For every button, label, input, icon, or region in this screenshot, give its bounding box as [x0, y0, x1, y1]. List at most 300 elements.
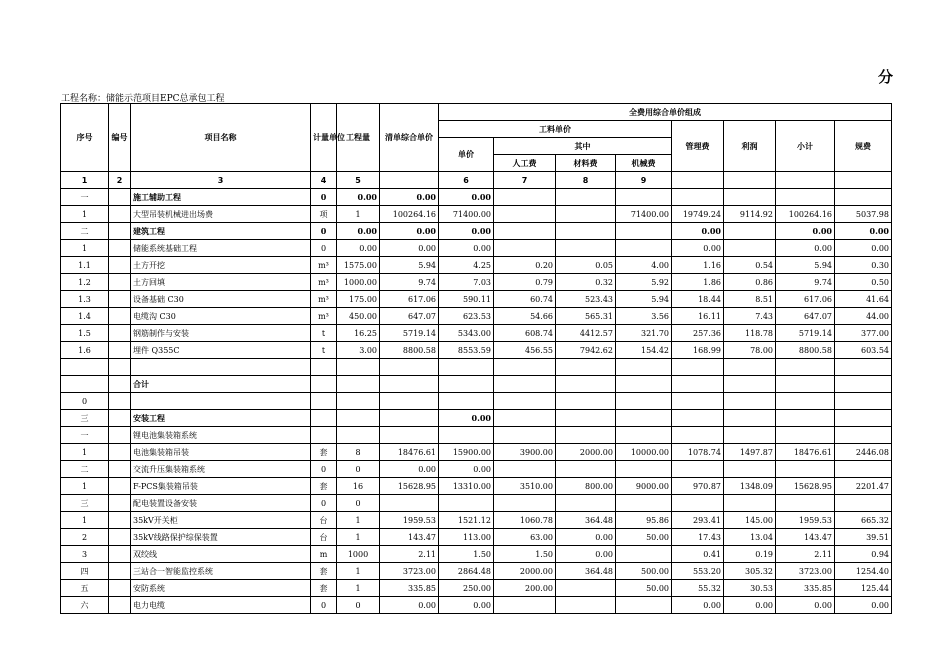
cell-code [109, 427, 131, 444]
cell-profit [724, 410, 776, 427]
cell-subtotal: 647.07 [776, 308, 835, 325]
cell-machinery: 154.42 [616, 342, 672, 359]
cell-machinery [616, 597, 672, 614]
col-header-labor: 人工费 [494, 155, 556, 172]
cell-code [109, 189, 131, 206]
table-row [61, 563, 892, 580]
cell-unit-price: 590.11 [439, 291, 494, 308]
cell-seq [61, 376, 109, 393]
cell-machinery [616, 359, 672, 376]
col-header-among: 其中 [494, 138, 672, 155]
cell-rate: 143.47 [380, 529, 439, 546]
cell-labor: 456.55 [494, 342, 556, 359]
cell-rate: 0.00 [380, 189, 439, 206]
cell-machinery: 95.86 [616, 512, 672, 529]
cell-profit [724, 393, 776, 410]
cell-unit-price: 0.00 [439, 223, 494, 240]
cell-fees: 0.30 [835, 257, 892, 274]
cell-fees [835, 461, 892, 478]
cell-qty: 1 [337, 580, 380, 597]
cell-materials [556, 410, 616, 427]
cell-unit [311, 359, 337, 376]
cell-code [109, 478, 131, 495]
cell-subtotal [776, 359, 835, 376]
table-row [61, 546, 892, 563]
cell-mgmt: 18.44 [672, 291, 724, 308]
cell-rate: 3723.00 [380, 563, 439, 580]
cell-rate: 0.00 [380, 223, 439, 240]
table-row [61, 223, 892, 240]
cell-labor [494, 393, 556, 410]
cell-code [109, 223, 131, 240]
table-row [61, 308, 892, 325]
table-row [61, 529, 892, 546]
cell-mgmt [672, 410, 724, 427]
cell-subtotal: 9.74 [776, 274, 835, 291]
cell-qty: 0.00 [337, 223, 380, 240]
table-row [61, 257, 892, 274]
cell-seq: 1 [61, 444, 109, 461]
cell-labor [494, 240, 556, 257]
cell-unit: t [311, 325, 337, 342]
table-row [61, 291, 892, 308]
cell-fees [835, 410, 892, 427]
cell-unit-price: 0.00 [439, 461, 494, 478]
cell-labor: 1.50 [494, 546, 556, 563]
cell-unit: 0 [311, 461, 337, 478]
cell-qty: 450.00 [337, 308, 380, 325]
cell-materials [556, 359, 616, 376]
cell-unit: 项 [311, 206, 337, 223]
cell-fees: 39.51 [835, 529, 892, 546]
cell-machinery: 4.00 [616, 257, 672, 274]
cell-name [131, 393, 311, 410]
cell-qty: 175.00 [337, 291, 380, 308]
cell-code [109, 512, 131, 529]
cell-fees: 5037.98 [835, 206, 892, 223]
cell-code [109, 580, 131, 597]
cell-seq: 五 [61, 580, 109, 597]
cell-mgmt [672, 495, 724, 512]
cell-labor [494, 427, 556, 444]
cell-name: 35kV开关柜 [131, 512, 311, 529]
cell-profit: 13.04 [724, 529, 776, 546]
cell-mgmt: 1.16 [672, 257, 724, 274]
cell-materials [556, 240, 616, 257]
cell-rate [380, 410, 439, 427]
col-header-fees: 规费 [835, 121, 892, 172]
cell-qty [337, 376, 380, 393]
cell-machinery: 500.00 [616, 563, 672, 580]
cell-machinery: 71400.00 [616, 206, 672, 223]
cell-materials [556, 427, 616, 444]
index-cell [835, 172, 892, 189]
cell-code [109, 597, 131, 614]
cell-seq: 四 [61, 563, 109, 580]
cell-materials: 523.43 [556, 291, 616, 308]
cell-mgmt [672, 393, 724, 410]
col-header-subtotal: 小计 [776, 121, 835, 172]
cell-machinery: 9000.00 [616, 478, 672, 495]
table-row [61, 478, 892, 495]
cell-code [109, 325, 131, 342]
index-cell: 7 [494, 172, 556, 189]
cell-rate [380, 376, 439, 393]
col-header-mgmt: 管理费 [672, 121, 724, 172]
cell-qty [337, 410, 380, 427]
index-cell: 8 [556, 172, 616, 189]
col-header-profit: 利润 [724, 121, 776, 172]
table-row [61, 461, 892, 478]
cell-mgmt: 970.87 [672, 478, 724, 495]
cell-name: F-PCS集装箱吊装 [131, 478, 311, 495]
cell-qty: 8 [337, 444, 380, 461]
cell-machinery [616, 223, 672, 240]
cell-machinery [616, 376, 672, 393]
cell-machinery: 10000.00 [616, 444, 672, 461]
cell-unit-price: 7.03 [439, 274, 494, 291]
sheet-title: 分 [878, 68, 894, 86]
cell-mgmt: 55.32 [672, 580, 724, 597]
cell-code [109, 444, 131, 461]
col-header-seq: 序号 [61, 104, 109, 172]
cell-name: 锂电池集装箱系统 [131, 427, 311, 444]
cell-mgmt: 553.20 [672, 563, 724, 580]
cell-unit-price: 71400.00 [439, 206, 494, 223]
cell-unit-price: 250.00 [439, 580, 494, 597]
cell-machinery: 5.92 [616, 274, 672, 291]
cell-unit: t [311, 342, 337, 359]
cell-fees: 665.32 [835, 512, 892, 529]
cell-subtotal: 143.47 [776, 529, 835, 546]
cell-labor: 200.00 [494, 580, 556, 597]
cell-materials [556, 376, 616, 393]
cell-subtotal: 335.85 [776, 580, 835, 597]
cell-profit: 0.86 [724, 274, 776, 291]
cell-rate [380, 427, 439, 444]
cell-subtotal: 100264.16 [776, 206, 835, 223]
cell-materials [556, 223, 616, 240]
cell-profit: 1348.09 [724, 478, 776, 495]
cell-qty: 0 [337, 597, 380, 614]
cell-qty: 3.00 [337, 342, 380, 359]
cell-materials: 565.31 [556, 308, 616, 325]
cell-mgmt: 16.11 [672, 308, 724, 325]
cell-seq: 2 [61, 529, 109, 546]
cell-name: 大型吊装机械进出场费 [131, 206, 311, 223]
cell-subtotal [776, 461, 835, 478]
cell-mgmt: 0.00 [672, 223, 724, 240]
cell-qty: 0.00 [337, 189, 380, 206]
cell-subtotal [776, 189, 835, 206]
cell-unit-price: 623.53 [439, 308, 494, 325]
cell-materials: 0.32 [556, 274, 616, 291]
cell-mgmt: 0.00 [672, 240, 724, 257]
cell-rate: 617.06 [380, 291, 439, 308]
cell-qty: 1 [337, 206, 380, 223]
cell-labor: 0.79 [494, 274, 556, 291]
cell-labor [494, 410, 556, 427]
index-cell: 4 [311, 172, 337, 189]
cell-subtotal: 3723.00 [776, 563, 835, 580]
cell-rate: 0.00 [380, 461, 439, 478]
cell-name: 电缆沟 C30 [131, 308, 311, 325]
cell-subtotal [776, 495, 835, 512]
cell-rate [380, 495, 439, 512]
index-cell: 5 [337, 172, 380, 189]
cell-fees: 0.00 [835, 597, 892, 614]
index-row [61, 172, 892, 189]
cell-materials [556, 495, 616, 512]
cell-name: 土方开挖 [131, 257, 311, 274]
cell-materials [556, 580, 616, 597]
cell-name: 储能系统基础工程 [131, 240, 311, 257]
col-header-group: 全费用综合单价组成 [439, 104, 892, 121]
cell-rate: 2.11 [380, 546, 439, 563]
cell-fees [835, 393, 892, 410]
index-cell [776, 172, 835, 189]
cell-labor: 1060.78 [494, 512, 556, 529]
cell-seq: 二 [61, 223, 109, 240]
cell-unit-price [439, 427, 494, 444]
cell-mgmt: 1.86 [672, 274, 724, 291]
cell-profit: 9114.92 [724, 206, 776, 223]
cell-name: 电池集装箱吊装 [131, 444, 311, 461]
cell-profit [724, 223, 776, 240]
cell-labor: 63.00 [494, 529, 556, 546]
cell-unit-price: 0.00 [439, 410, 494, 427]
cell-labor [494, 461, 556, 478]
cell-seq: 一 [61, 189, 109, 206]
cell-mgmt [672, 376, 724, 393]
cell-unit: m³ [311, 257, 337, 274]
cell-seq: 三 [61, 495, 109, 512]
cell-code [109, 376, 131, 393]
table-row [61, 274, 892, 291]
cell-name: 35kV线路保护综保装置 [131, 529, 311, 546]
cell-labor [494, 359, 556, 376]
cell-code [109, 342, 131, 359]
cell-code [109, 393, 131, 410]
table-row [61, 580, 892, 597]
cell-name: 交流升压集装箱系统 [131, 461, 311, 478]
cell-labor [494, 376, 556, 393]
cell-profit [724, 427, 776, 444]
cell-profit: 145.00 [724, 512, 776, 529]
cell-unit: 台 [311, 512, 337, 529]
index-cell: 1 [61, 172, 109, 189]
cell-profit: 7.43 [724, 308, 776, 325]
cell-profit: 8.51 [724, 291, 776, 308]
cell-code [109, 495, 131, 512]
cell-name: 安装工程 [131, 410, 311, 427]
cell-unit-price [439, 376, 494, 393]
cell-labor [494, 495, 556, 512]
index-cell [724, 172, 776, 189]
index-cell: 9 [616, 172, 672, 189]
cell-unit: m³ [311, 291, 337, 308]
cell-code [109, 240, 131, 257]
cell-fees: 2446.08 [835, 444, 892, 461]
cell-qty: 1575.00 [337, 257, 380, 274]
cell-mgmt: 17.43 [672, 529, 724, 546]
cell-unit-price: 0.00 [439, 240, 494, 257]
cell-mgmt: 0.00 [672, 597, 724, 614]
cell-materials: 0.05 [556, 257, 616, 274]
cell-rate: 15628.95 [380, 478, 439, 495]
cell-machinery [616, 410, 672, 427]
cell-unit-price [439, 359, 494, 376]
table-row [61, 393, 892, 410]
cell-rate: 1959.53 [380, 512, 439, 529]
cell-machinery [616, 189, 672, 206]
col-header-rate: 清单综合单价 [380, 104, 439, 172]
cell-labor: 608.74 [494, 325, 556, 342]
table-row [61, 444, 892, 461]
cell-code [109, 546, 131, 563]
cell-unit: 0 [311, 495, 337, 512]
cell-machinery [616, 393, 672, 410]
cell-materials [556, 206, 616, 223]
table-row [61, 342, 892, 359]
col-header-materials: 材料费 [556, 155, 616, 172]
cell-mgmt: 293.41 [672, 512, 724, 529]
cell-fees [835, 189, 892, 206]
cell-materials: 7942.62 [556, 342, 616, 359]
cell-fees: 0.94 [835, 546, 892, 563]
cell-code [109, 410, 131, 427]
cell-rate: 5719.14 [380, 325, 439, 342]
cell-subtotal [776, 410, 835, 427]
cell-name: 建筑工程 [131, 223, 311, 240]
cell-mgmt: 0.41 [672, 546, 724, 563]
cell-labor [494, 206, 556, 223]
cell-subtotal: 2.11 [776, 546, 835, 563]
cell-rate: 9.74 [380, 274, 439, 291]
cell-machinery [616, 427, 672, 444]
cell-machinery: 3.56 [616, 308, 672, 325]
cell-seq: 1.1 [61, 257, 109, 274]
cell-unit: 0 [311, 223, 337, 240]
cell-fees: 0.00 [835, 240, 892, 257]
cell-profit [724, 376, 776, 393]
cell-seq: 1 [61, 206, 109, 223]
cell-fees [835, 376, 892, 393]
cell-unit: 套 [311, 580, 337, 597]
cell-mgmt [672, 427, 724, 444]
cell-materials: 800.00 [556, 478, 616, 495]
cell-unit: 台 [311, 529, 337, 546]
col-header-material-price: 工料单价 [439, 121, 672, 138]
cell-subtotal: 8800.58 [776, 342, 835, 359]
cell-rate: 0.00 [380, 597, 439, 614]
cell-profit: 1497.87 [724, 444, 776, 461]
cell-code [109, 291, 131, 308]
cell-unit: m³ [311, 274, 337, 291]
index-cell: 2 [109, 172, 131, 189]
index-cell [380, 172, 439, 189]
cell-code [109, 359, 131, 376]
cell-subtotal: 617.06 [776, 291, 835, 308]
cell-profit [724, 461, 776, 478]
col-header-qty: 工程量 [337, 104, 380, 172]
cell-qty: 0.00 [337, 240, 380, 257]
index-cell [672, 172, 724, 189]
cell-name: 电力电缆 [131, 597, 311, 614]
cell-materials: 2000.00 [556, 444, 616, 461]
cell-code [109, 257, 131, 274]
cell-seq: 1 [61, 478, 109, 495]
cell-subtotal [776, 393, 835, 410]
cell-qty: 1000 [337, 546, 380, 563]
table-row [61, 206, 892, 223]
cell-seq: 1 [61, 512, 109, 529]
cell-profit [724, 359, 776, 376]
cell-fees [835, 427, 892, 444]
cell-seq: 二 [61, 461, 109, 478]
cell-code [109, 529, 131, 546]
table-row [61, 359, 892, 376]
cell-unit-price: 8553.59 [439, 342, 494, 359]
cell-qty: 0 [337, 461, 380, 478]
cell-qty: 1 [337, 512, 380, 529]
cell-rate: 0.00 [380, 240, 439, 257]
cell-labor [494, 189, 556, 206]
cell-unit-price: 13310.00 [439, 478, 494, 495]
cell-machinery [616, 546, 672, 563]
cell-materials [556, 597, 616, 614]
cell-profit: 78.00 [724, 342, 776, 359]
table-row [61, 427, 892, 444]
cell-name: 配电装置设备安装 [131, 495, 311, 512]
cell-machinery: 50.00 [616, 580, 672, 597]
cell-profit: 0.19 [724, 546, 776, 563]
project-name-label: 工程名称：储能示范项目EPC总承包工程 [61, 94, 225, 104]
cell-fees: 603.54 [835, 342, 892, 359]
cell-profit: 0.00 [724, 597, 776, 614]
cell-mgmt [672, 189, 724, 206]
cell-unit: 0 [311, 597, 337, 614]
cell-seq: 1.4 [61, 308, 109, 325]
cell-unit: 套 [311, 444, 337, 461]
cell-materials [556, 189, 616, 206]
cell-materials [556, 461, 616, 478]
cell-qty: 1 [337, 563, 380, 580]
cell-seq: 1.6 [61, 342, 109, 359]
cell-rate: 647.07 [380, 308, 439, 325]
cell-fees: 41.64 [835, 291, 892, 308]
cell-subtotal: 1959.53 [776, 512, 835, 529]
cell-fees: 0.50 [835, 274, 892, 291]
cell-profit: 30.53 [724, 580, 776, 597]
cell-seq: 1.5 [61, 325, 109, 342]
table-row [61, 512, 892, 529]
cell-unit-price: 5343.00 [439, 325, 494, 342]
cell-profit [724, 240, 776, 257]
cell-machinery [616, 461, 672, 478]
index-cell: 3 [131, 172, 311, 189]
cell-seq: 0 [61, 393, 109, 410]
cell-profit [724, 495, 776, 512]
cell-name: 埋件 Q355C [131, 342, 311, 359]
cell-machinery [616, 240, 672, 257]
cell-fees: 2201.47 [835, 478, 892, 495]
cell-fees: 125.44 [835, 580, 892, 597]
table-row [61, 495, 892, 512]
cell-code [109, 274, 131, 291]
cell-name: 安防系统 [131, 580, 311, 597]
cell-subtotal: 5.94 [776, 257, 835, 274]
